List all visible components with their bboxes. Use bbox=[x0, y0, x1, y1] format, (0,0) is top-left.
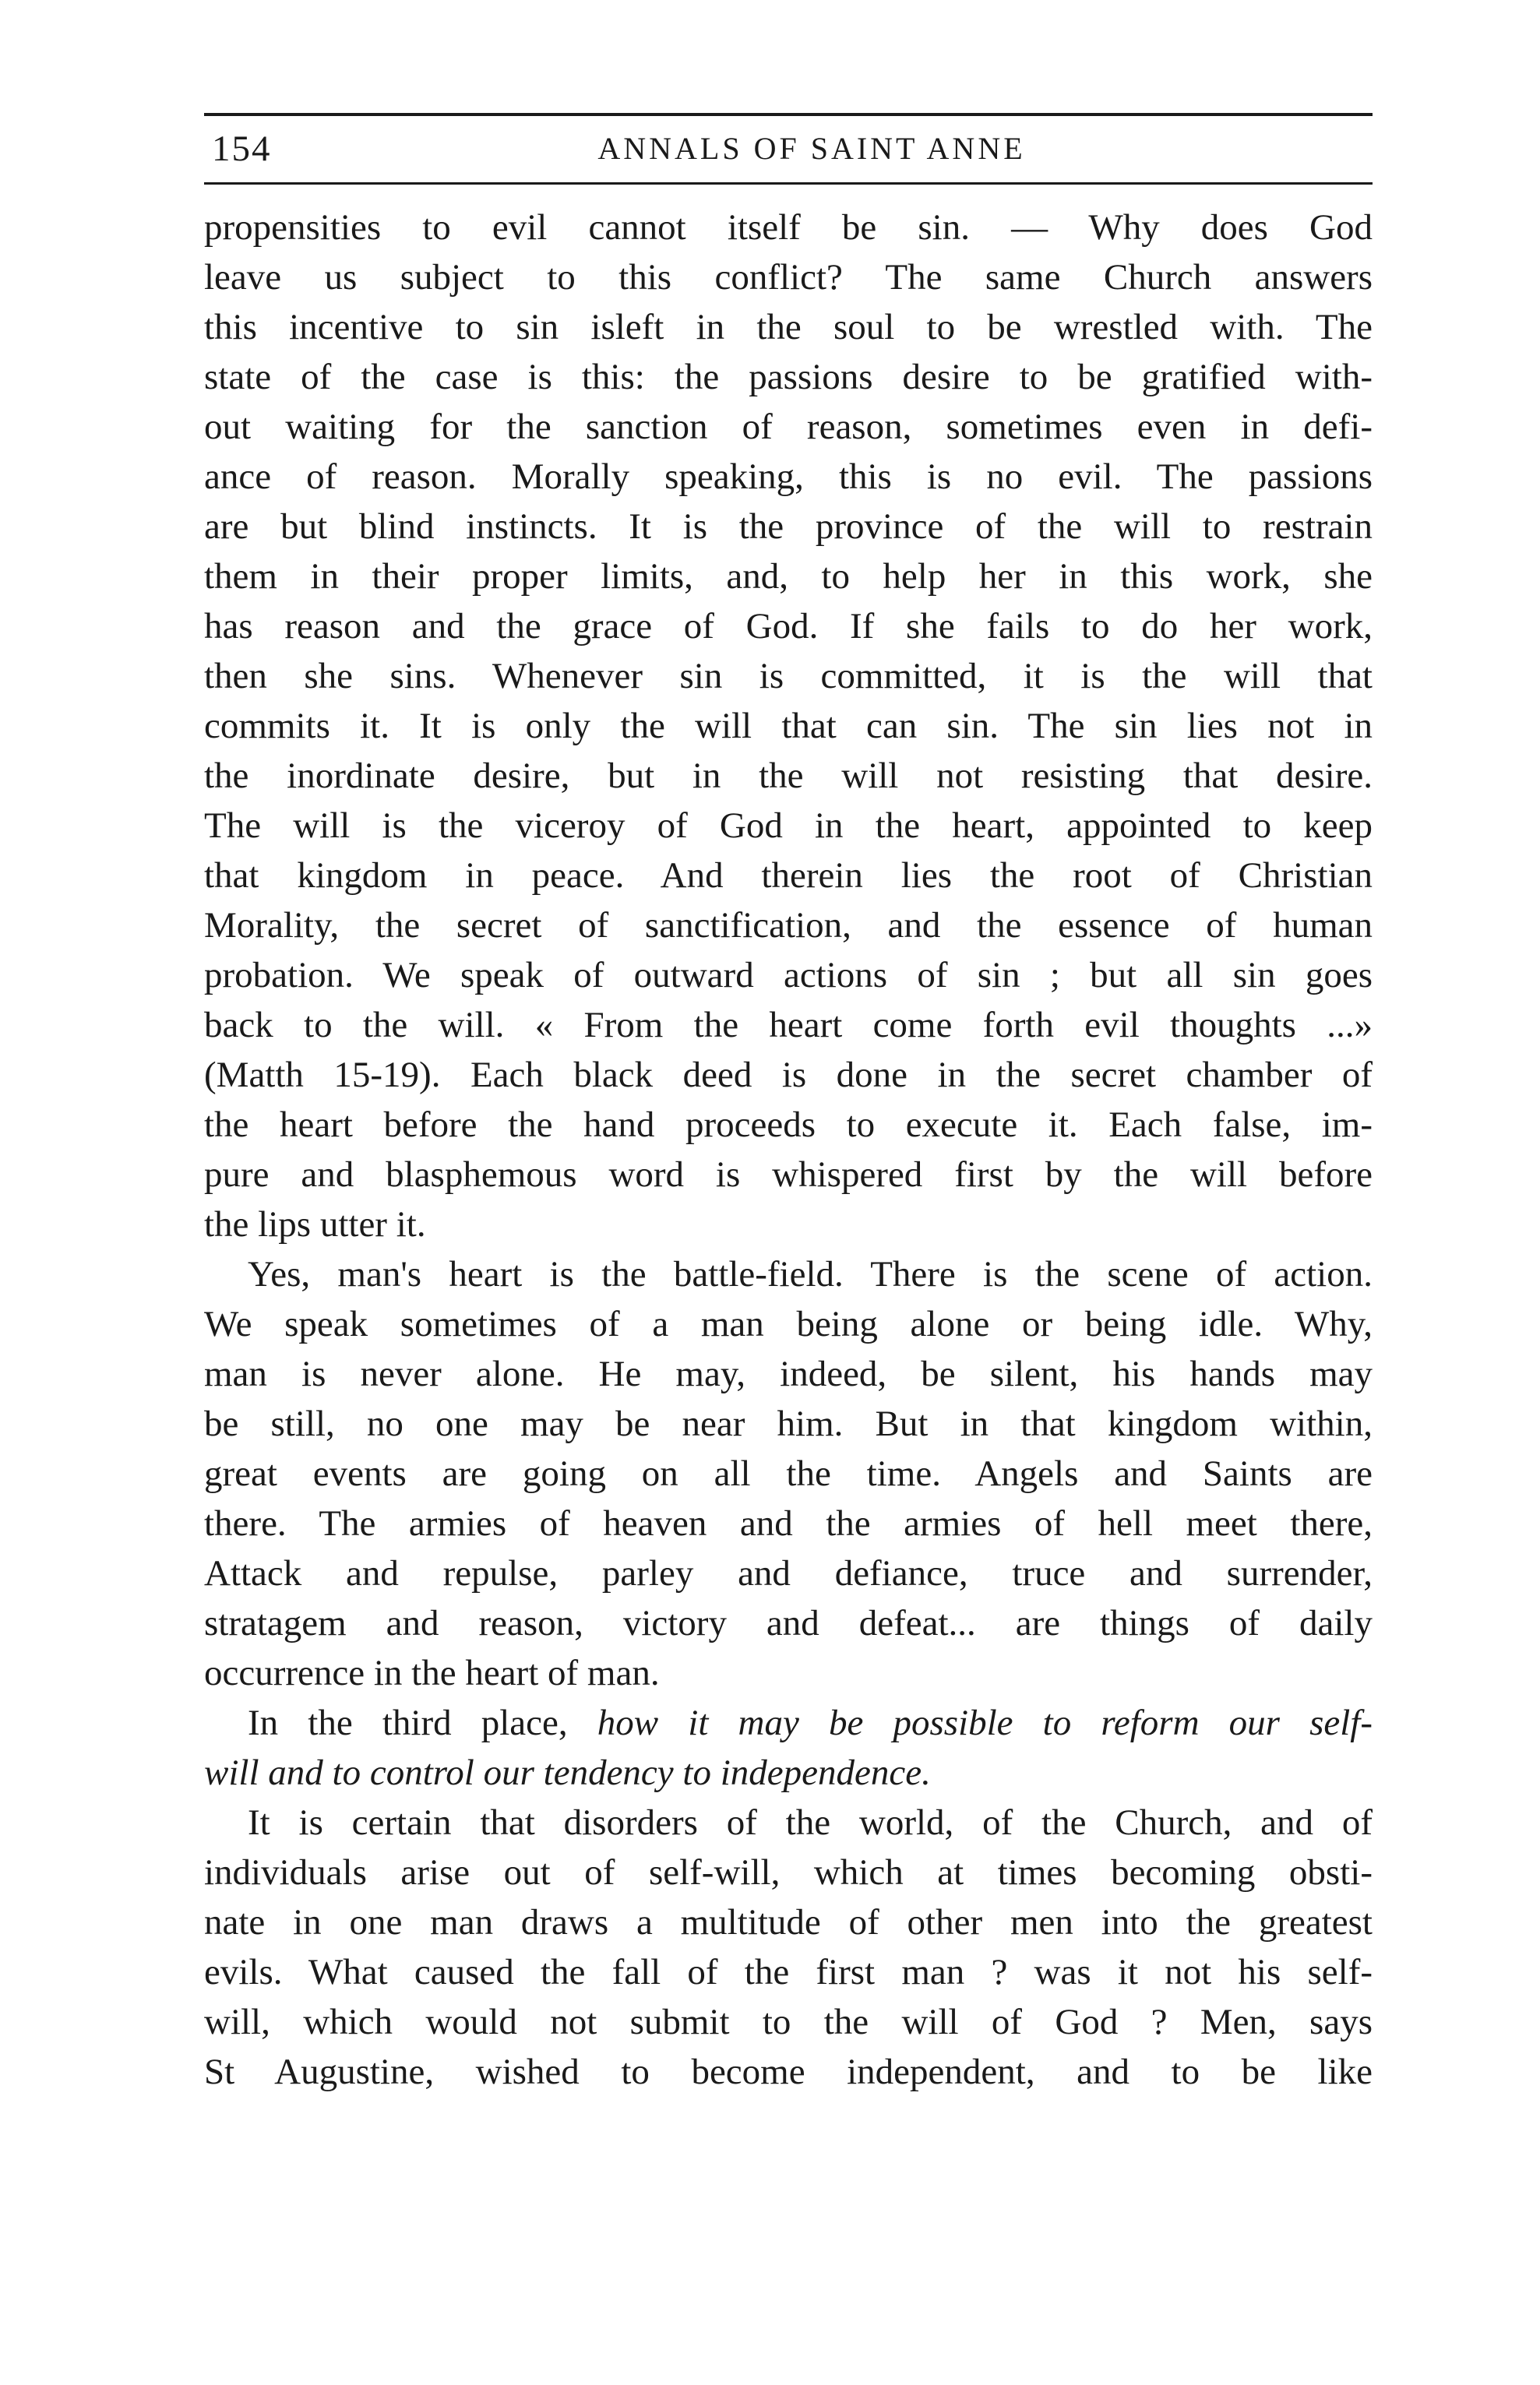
text-line: We speak sometimes of a man being alone or being idle. Why, bbox=[204, 1304, 1373, 1344]
text-line: Morality, the secret of sanctification, and the essence of human bbox=[204, 905, 1373, 946]
text-line: them in their proper limits, and, to help her in this work, she bbox=[204, 556, 1373, 597]
text-line: has reason and the grace of God. If she fails to do her work, bbox=[204, 606, 1373, 646]
running-head: ANNALS OF SAINT ANNE bbox=[597, 131, 1026, 166]
text-line: be still, no one may be near him. But in that kingdom within, bbox=[204, 1404, 1373, 1444]
body-text bbox=[204, 203, 1373, 2097]
text-line: (Matth 15-19). Each black deed is done in the secret chamber of bbox=[204, 1055, 1373, 1095]
page-number: 154 bbox=[212, 129, 272, 169]
text-line: evils. What caused the fall of the first man ? was it not his self- bbox=[204, 1952, 1373, 1992]
text-line: occurrence in the heart of man. bbox=[204, 1653, 660, 1693]
text-line: Yes, man's heart is the battle-field. There is the scene of action. bbox=[248, 1254, 1373, 1295]
text-run: In the third place, bbox=[248, 1703, 568, 1743]
text-line: propensities to evil cannot itself be sin. — Why does God bbox=[204, 207, 1373, 248]
text-line: Attack and repulse, parley and defiance, truce and surrender, bbox=[204, 1553, 1373, 1594]
text-line: commits it. It is only the will that can sin. The sin lies not in bbox=[204, 706, 1373, 746]
text-line: the lips utter it. bbox=[204, 1204, 426, 1245]
text-line: probation. We speak of outward actions of sin ; but all sin goes bbox=[204, 955, 1373, 995]
text-line: this incentive to sin isleft in the soul to be wrestled with. The bbox=[204, 307, 1373, 347]
italic-text: how it may be possible to reform our self- bbox=[597, 1703, 1373, 1743]
text-line: pure and blasphemous word is whispered first by the will before bbox=[204, 1154, 1373, 1195]
text-line: It is certain that disorders of the world, of the Church, and of bbox=[248, 1802, 1373, 1843]
paragraph bbox=[204, 1798, 1373, 2097]
text-line: there. The armies of heaven and the armies of hell meet there, bbox=[204, 1503, 1373, 1544]
text-line: out waiting for the sanction of reason, sometimes even in defi- bbox=[204, 407, 1373, 447]
paragraph bbox=[204, 203, 1373, 1249]
header-rule bbox=[204, 182, 1373, 185]
paragraph bbox=[204, 1249, 1373, 1698]
italic-text: will and to control our tendency to independence. bbox=[204, 1753, 931, 1793]
text-line: then she sins. Whenever sin is committed, it is the will that bbox=[204, 656, 1373, 696]
text-line: stratagem and reason, victory and defeat... are things of daily bbox=[204, 1603, 1373, 1643]
text-line: state of the case is this: the passions desire to be gratified with- bbox=[204, 357, 1373, 397]
text-line: that kingdom in peace. And therein lies the root of Christian bbox=[204, 855, 1373, 896]
paragraph bbox=[204, 1698, 1373, 1798]
page-header bbox=[204, 122, 1373, 176]
text-line: St Augustine, wished to become independent, and to be like bbox=[204, 2052, 1373, 2092]
text-line bbox=[204, 1698, 1373, 1748]
text-line: individuals arise out of self-will, which at times becoming obsti- bbox=[204, 1852, 1373, 1893]
text-line: are but blind instincts. It is the province of the will to restrain bbox=[204, 506, 1373, 547]
text-line: nate in one man draws a multitude of other men into the greatest bbox=[204, 1902, 1373, 1943]
text-line: the inordinate desire, but in the will not resisting that desire. bbox=[204, 756, 1373, 796]
text-line: back to the will. « From the heart come forth evil thoughts ...» bbox=[204, 1005, 1373, 1045]
text-line: man is never alone. He may, indeed, be silent, his hands may bbox=[204, 1354, 1373, 1394]
top-rule bbox=[204, 113, 1373, 116]
text-line: ance of reason. Morally speaking, this is no evil. The passions bbox=[204, 456, 1373, 497]
text-line: will, which would not submit to the will of God ? Men, says bbox=[204, 2002, 1373, 2042]
book-page bbox=[204, 0, 1373, 2385]
text-line: great events are going on all the time. Angels and Saints are bbox=[204, 1453, 1373, 1494]
text-line: The will is the viceroy of God in the heart, appointed to keep bbox=[204, 805, 1373, 846]
text-line: the heart before the hand proceeds to execute it. Each false, im- bbox=[204, 1104, 1373, 1145]
text-line: leave us subject to this conflict? The same Church answers bbox=[204, 257, 1373, 298]
